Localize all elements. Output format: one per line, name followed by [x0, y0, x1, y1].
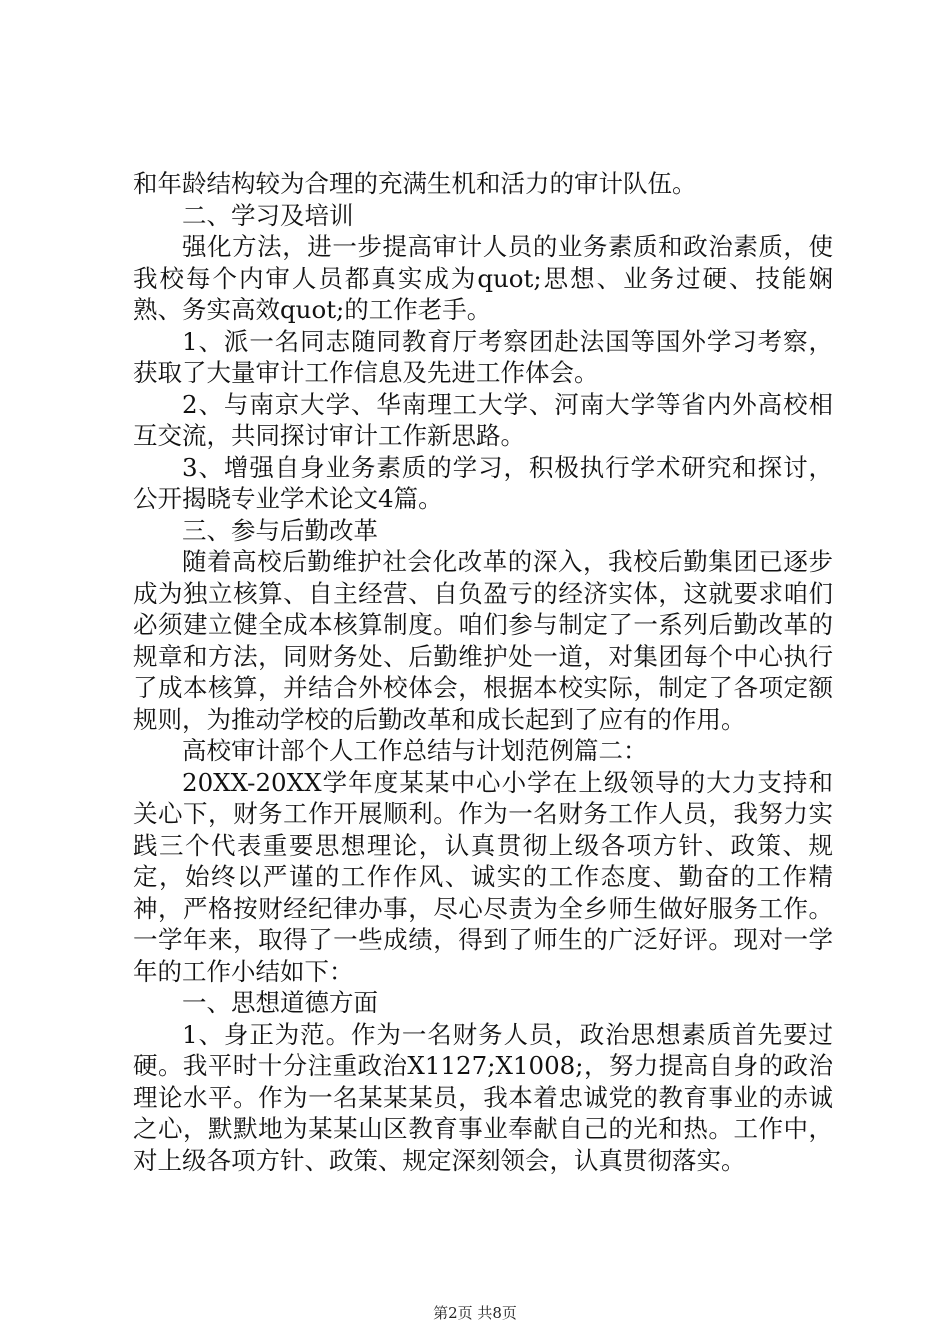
article-title: 高校审计部个人工作总结与计划范例篇二： — [182, 736, 648, 765]
section-heading: 三、参与后勤改革 — [182, 515, 378, 545]
paragraph: 随着高校后勤维护社会化改革的深入，我校后勤集团已逐步成为独立核算、自主经营、自负盈亏的经济实体，这就要求咱们必须建立健全成本核算制度。咱们参与制定了一系列后勤改革的规章和方法，同财务处、后勤维护处一道，对集团每个中心执行了成本核算，并结合外校体会，根据本校实际，制定了各项定额规则，为推动学校的后勤改革和成长起到了应有的作用。 — [133, 547, 833, 734]
paragraph: 20XX-20XX学年度某某中心小学在上级领导的大力支持和关心下，财务工作开展顺利。作为一名财务工作人员，我努力实践三个代表重要思想理论，认真贯彻上级各项方针、政策、规定，始终以严谨的工作作风、诚实的工作态度、勤奋的工作精神，严格按财经纪律办事，尽心尽责为全乡师生做好服务工作。一学年来，取得了一些成绩，得到了师生的广泛好评。现对一学年的工作小结如下： — [133, 767, 833, 986]
document-body — [133, 168, 833, 1176]
page-number: 第2页 共8页 — [433, 1304, 517, 1322]
paragraph: 和年龄结构较为合理的充满生机和活力的审计队伍。 — [133, 169, 697, 198]
section-heading: 二、学习及培训 — [182, 200, 354, 230]
section-heading: 一、思想道德方面 — [182, 988, 378, 1017]
list-item: 1、身正为范。作为一名财务人员，政治思想素质首先要过硬。我平时十分注重政治X1127;X1008;，努力提高自身的政治理论水平。作为一名某某某员，我本着忠诚党的教育事业的赤诚之心，默默地为某某山区教育事业奉献自己的光和热。工作中，对上级各项方针、政策、规定深刻领会，认真贯彻落实。 — [133, 1019, 833, 1175]
paragraph: 强化方法，进一步提高审计人员的业务素质和政治素质，使我校每个内审人员都真实成为quot;思想、业务过硬、技能娴熟、务实高效quot;的工作老手。 — [133, 232, 833, 324]
list-item: 1、派一名同志随同教育厅考察团赴法国等国外学习考察，获取了大量审计工作信息及先进工作体会。 — [133, 326, 833, 387]
list-item: 3、增强自身业务素质的学习，积极执行学术研究和探讨，公开揭晓专业学术论文4篇。 — [133, 452, 833, 513]
list-item: 2、与南京大学、华南理工大学、河南大学等省内外高校相互交流，共同探讨审计工作新思路。 — [133, 389, 833, 450]
